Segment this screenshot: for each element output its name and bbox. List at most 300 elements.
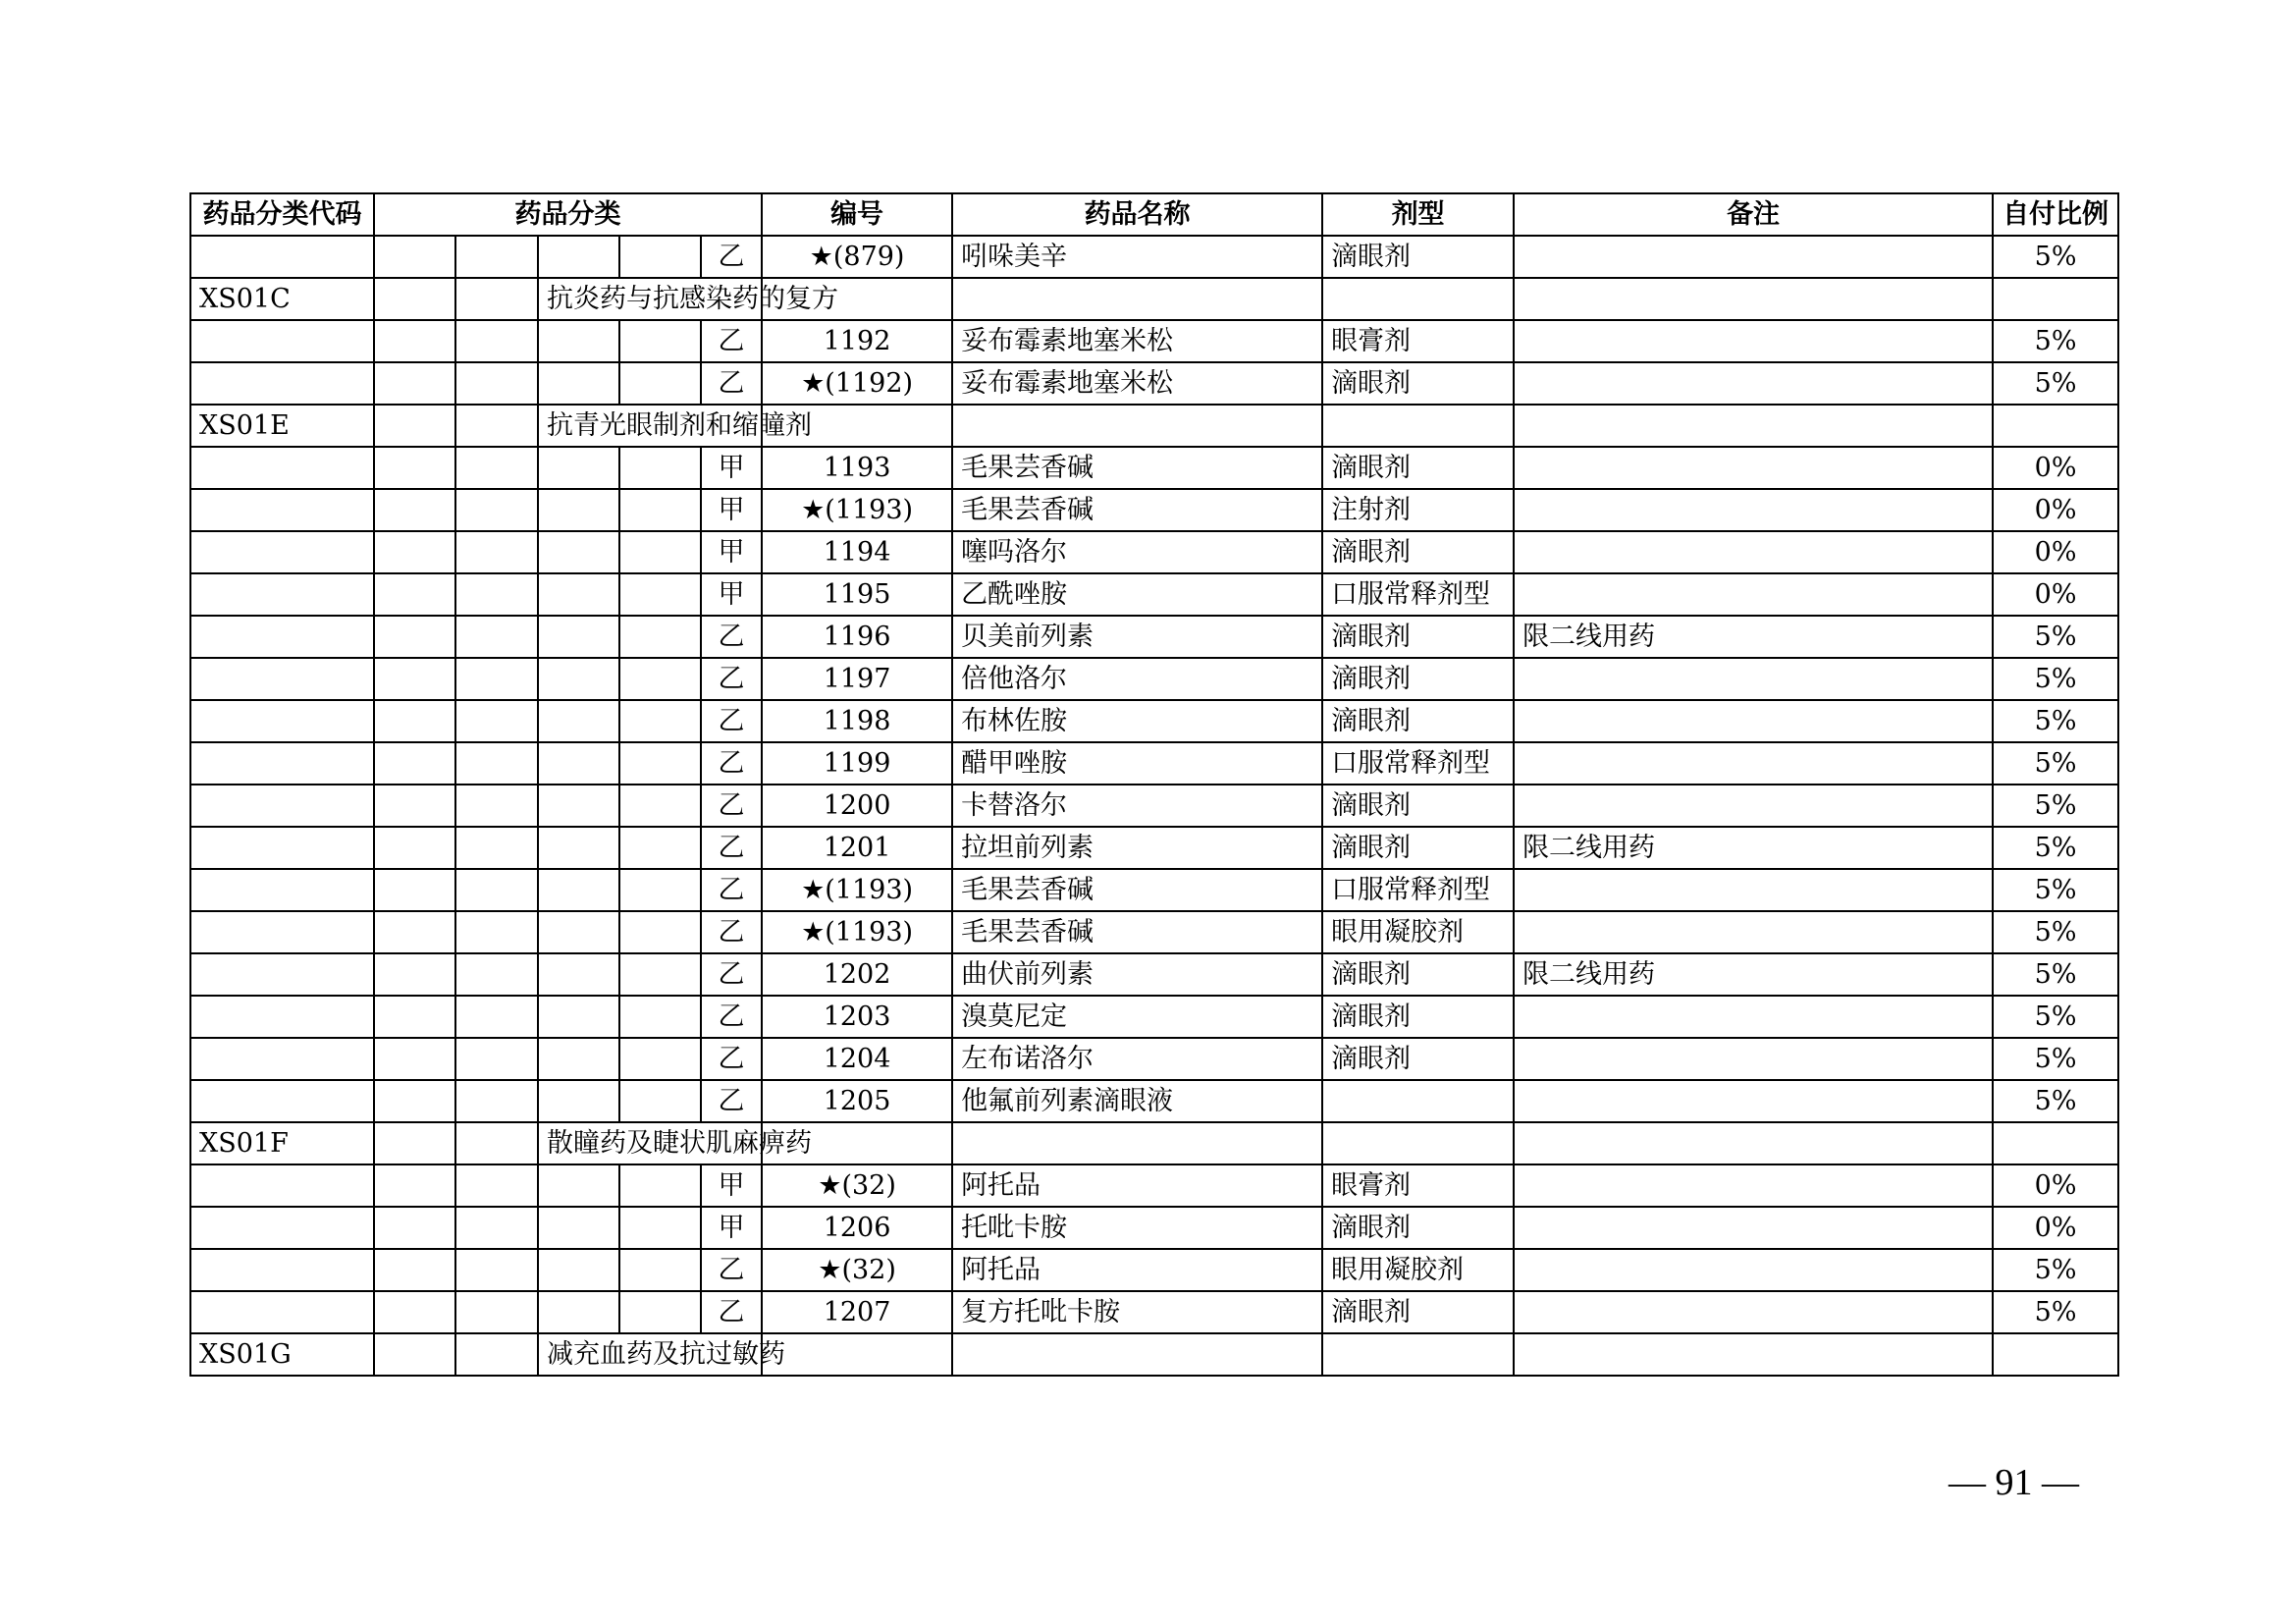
empty-cell [952,1122,1322,1164]
empty-cell [619,573,701,616]
empty-cell [538,1291,619,1333]
dosage-form-cell: 滴眼剂 [1322,658,1514,700]
category-label-cell: 抗炎药与抗感染药的复方 [538,278,762,320]
table-row [190,996,2118,1038]
grade-cell: 乙 [701,1038,762,1080]
table-row [190,953,2118,996]
empty-cell [190,616,374,658]
empty-cell [619,869,701,911]
drug-name-cell: 妥布霉素地塞米松 [952,362,1322,405]
remark-cell [1514,911,1993,953]
header-ratio: 自付比例 [1993,193,2118,236]
empty-cell [374,362,455,405]
empty-cell [619,827,701,869]
number-cell: ★(32) [762,1164,952,1207]
empty-cell [190,742,374,785]
empty-cell [538,869,619,911]
empty-cell [538,742,619,785]
drug-name-cell: 妥布霉素地塞米松 [952,320,1322,362]
grade-cell: 甲 [701,531,762,573]
dosage-form-cell: 滴眼剂 [1322,953,1514,996]
empty-cell [455,1207,538,1249]
ratio-cell: 0% [1993,573,2118,616]
number-cell: 1196 [762,616,952,658]
category-code-cell: XS01G [190,1333,374,1376]
ratio-cell: 0% [1993,1164,2118,1207]
ratio-cell: 5% [1993,658,2118,700]
remark-cell [1514,742,1993,785]
empty-cell [455,1164,538,1207]
category-code-cell: XS01E [190,405,374,447]
category-row [190,405,2118,447]
grade-cell: 乙 [701,996,762,1038]
number-cell: ★(879) [762,236,952,278]
empty-cell [538,658,619,700]
empty-cell [538,996,619,1038]
empty-cell [190,1080,374,1122]
empty-cell [374,827,455,869]
empty-cell [619,447,701,489]
empty-cell [455,236,538,278]
table-row [190,616,2118,658]
drug-name-cell: 毛果芸香碱 [952,489,1322,531]
drug-name-cell: 乙酰唑胺 [952,573,1322,616]
empty-cell [538,447,619,489]
empty-cell [619,1291,701,1333]
remark-cell [1514,996,1993,1038]
empty-cell [190,869,374,911]
empty-cell [455,1291,538,1333]
empty-cell [455,405,538,447]
dosage-form-cell: 滴眼剂 [1322,827,1514,869]
ratio-cell: 5% [1993,1080,2118,1122]
empty-cell [1514,405,1993,447]
grade-cell: 乙 [701,953,762,996]
category-label-cell: 减充血药及抗过敏药 [538,1333,762,1376]
number-cell: 1192 [762,320,952,362]
remark-cell [1514,1080,1993,1122]
empty-cell [455,278,538,320]
empty-cell [374,236,455,278]
empty-cell [374,700,455,742]
grade-cell: 乙 [701,911,762,953]
ratio-cell: 0% [1993,531,2118,573]
empty-cell [455,1038,538,1080]
empty-cell [538,953,619,996]
number-cell: ★(1193) [762,869,952,911]
dosage-form-cell: 注射剂 [1322,489,1514,531]
number-cell: ★(1193) [762,489,952,531]
drug-name-cell: 贝美前列素 [952,616,1322,658]
dosage-form-cell: 滴眼剂 [1322,996,1514,1038]
remark-cell [1514,447,1993,489]
table-row [190,911,2118,953]
empty-cell [190,362,374,405]
empty-cell [374,911,455,953]
empty-cell [455,869,538,911]
number-cell: ★(1193) [762,911,952,953]
table-row [190,1038,2118,1080]
empty-cell [1993,405,2118,447]
number-cell: 1201 [762,827,952,869]
empty-cell [190,827,374,869]
ratio-cell: 0% [1993,447,2118,489]
empty-cell [374,658,455,700]
empty-cell [619,785,701,827]
grade-cell: 乙 [701,1249,762,1291]
grade-cell: 乙 [701,785,762,827]
empty-cell [455,616,538,658]
table-row [190,1207,2118,1249]
number-cell: 1207 [762,1291,952,1333]
drug-name-cell: 倍他洛尔 [952,658,1322,700]
table-row [190,742,2118,785]
empty-cell [952,405,1322,447]
ratio-cell: 0% [1993,1207,2118,1249]
empty-cell [952,278,1322,320]
dosage-form-cell: 口服常释剂型 [1322,742,1514,785]
grade-cell: 乙 [701,658,762,700]
empty-cell [374,573,455,616]
empty-cell [762,1333,952,1376]
empty-cell [619,616,701,658]
empty-cell [538,1249,619,1291]
dosage-form-cell: 滴眼剂 [1322,1038,1514,1080]
dosage-form-cell: 滴眼剂 [1322,700,1514,742]
empty-cell [374,1249,455,1291]
empty-cell [374,742,455,785]
ratio-cell: 5% [1993,1249,2118,1291]
empty-cell [190,911,374,953]
drug-name-cell: 阿托品 [952,1164,1322,1207]
grade-cell: 乙 [701,236,762,278]
category-row [190,1122,2118,1164]
grade-cell: 甲 [701,489,762,531]
category-code-cell: XS01F [190,1122,374,1164]
empty-cell [374,278,455,320]
empty-cell [455,785,538,827]
category-row [190,278,2118,320]
empty-cell [619,1080,701,1122]
empty-cell [538,1038,619,1080]
header-category: 药品分类 [374,193,762,236]
dosage-form-cell: 滴眼剂 [1322,616,1514,658]
empty-cell [374,869,455,911]
remark-cell [1514,236,1993,278]
drug-name-cell: 噻吗洛尔 [952,531,1322,573]
number-cell: 1202 [762,953,952,996]
drug-name-cell: 左布诺洛尔 [952,1038,1322,1080]
remark-cell: 限二线用药 [1514,827,1993,869]
empty-cell [619,742,701,785]
empty-cell [190,447,374,489]
ratio-cell: 5% [1993,953,2118,996]
grade-cell: 乙 [701,700,762,742]
dosage-form-cell [1322,1080,1514,1122]
grade-cell: 乙 [701,742,762,785]
drug-name-cell: 阿托品 [952,1249,1322,1291]
number-cell: 1205 [762,1080,952,1122]
page-number: — 91 — [1949,1462,2079,1503]
empty-cell [190,658,374,700]
table-row [190,531,2118,573]
empty-cell [619,1038,701,1080]
empty-cell [538,616,619,658]
empty-cell [374,405,455,447]
drug-name-cell: 吲哚美辛 [952,236,1322,278]
empty-cell [1322,405,1514,447]
empty-cell [374,1291,455,1333]
empty-cell [190,1249,374,1291]
dosage-form-cell: 滴眼剂 [1322,362,1514,405]
dosage-form-cell: 滴眼剂 [1322,785,1514,827]
table-header-row [190,193,2118,236]
table-row [190,1291,2118,1333]
empty-cell [455,996,538,1038]
dosage-form-cell: 滴眼剂 [1322,236,1514,278]
empty-cell [190,700,374,742]
number-cell: 1198 [762,700,952,742]
header-number: 编号 [762,193,952,236]
empty-cell [1514,1333,1993,1376]
category-label-cell: 散瞳药及睫状肌麻痹药 [538,1122,762,1164]
empty-cell [190,320,374,362]
empty-cell [190,531,374,573]
remark-cell [1514,1164,1993,1207]
remark-cell [1514,320,1993,362]
empty-cell [374,531,455,573]
category-row [190,1333,2118,1376]
empty-cell [374,320,455,362]
grade-cell: 乙 [701,827,762,869]
dosage-form-cell: 眼膏剂 [1322,1164,1514,1207]
table-row [190,785,2118,827]
dosage-form-cell: 眼用凝胶剂 [1322,911,1514,953]
ratio-cell: 0% [1993,489,2118,531]
dosage-form-cell: 滴眼剂 [1322,447,1514,489]
ratio-cell: 5% [1993,1038,2118,1080]
ratio-cell: 5% [1993,362,2118,405]
empty-cell [455,1249,538,1291]
table-row [190,700,2118,742]
drug-list-table [189,192,2119,1377]
category-label-cell: 抗青光眼制剂和缩瞳剂 [538,405,762,447]
empty-cell [538,573,619,616]
ratio-cell: 5% [1993,869,2118,911]
empty-cell [374,447,455,489]
drug-name-cell: 卡替洛尔 [952,785,1322,827]
empty-cell [619,320,701,362]
empty-cell [190,573,374,616]
table-row [190,489,2118,531]
empty-cell [619,700,701,742]
empty-cell [455,911,538,953]
number-cell: ★(32) [762,1249,952,1291]
empty-cell [619,996,701,1038]
empty-cell [374,1164,455,1207]
number-cell: 1204 [762,1038,952,1080]
remark-cell [1514,658,1993,700]
empty-cell [374,1122,455,1164]
ratio-cell: 5% [1993,911,2118,953]
empty-cell [190,785,374,827]
header-name: 药品名称 [952,193,1322,236]
empty-cell [374,616,455,658]
remark-cell [1514,700,1993,742]
dosage-form-cell: 眼用凝胶剂 [1322,1249,1514,1291]
drug-name-cell: 醋甲唑胺 [952,742,1322,785]
grade-cell: 甲 [701,1164,762,1207]
drug-name-cell: 溴莫尼定 [952,996,1322,1038]
empty-cell [455,1333,538,1376]
header-code: 药品分类代码 [190,193,374,236]
empty-cell [538,827,619,869]
empty-cell [538,1164,619,1207]
empty-cell [455,573,538,616]
empty-cell [1514,278,1993,320]
number-cell: 1203 [762,996,952,1038]
empty-cell [619,953,701,996]
empty-cell [538,1080,619,1122]
ratio-cell: 5% [1993,616,2118,658]
empty-cell [619,1249,701,1291]
table-row [190,320,2118,362]
number-cell: 1206 [762,1207,952,1249]
empty-cell [455,742,538,785]
empty-cell [619,489,701,531]
empty-cell [1322,278,1514,320]
ratio-cell: 5% [1993,320,2118,362]
table-row [190,827,2118,869]
table-row [190,1249,2118,1291]
header-remark: 备注 [1514,193,1993,236]
empty-cell [455,953,538,996]
empty-cell [190,996,374,1038]
table-row [190,869,2118,911]
empty-cell [374,953,455,996]
dosage-form-cell: 滴眼剂 [1322,531,1514,573]
drug-name-cell: 他氟前列素滴眼液 [952,1080,1322,1122]
empty-cell [455,447,538,489]
drug-name-cell: 托吡卡胺 [952,1207,1322,1249]
remark-cell [1514,362,1993,405]
empty-cell [538,700,619,742]
number-cell: ★(1192) [762,362,952,405]
empty-cell [374,1333,455,1376]
empty-cell [190,1291,374,1333]
empty-cell [374,1207,455,1249]
empty-cell [190,953,374,996]
grade-cell: 乙 [701,616,762,658]
table-row [190,1164,2118,1207]
drug-name-cell: 毛果芸香碱 [952,911,1322,953]
remark-cell [1514,1207,1993,1249]
header-form: 剂型 [1322,193,1514,236]
empty-cell [374,996,455,1038]
grade-cell: 乙 [701,362,762,405]
empty-cell [619,531,701,573]
table-row [190,573,2118,616]
ratio-cell: 5% [1993,236,2118,278]
empty-cell [190,489,374,531]
drug-name-cell: 曲伏前列素 [952,953,1322,996]
table-row [190,658,2118,700]
empty-cell [1993,278,2118,320]
empty-cell [619,658,701,700]
empty-cell [538,785,619,827]
drug-name-cell: 复方托吡卡胺 [952,1291,1322,1333]
grade-cell: 甲 [701,573,762,616]
grade-cell: 乙 [701,869,762,911]
empty-cell [538,320,619,362]
empty-cell [455,1080,538,1122]
empty-cell [538,489,619,531]
empty-cell [374,785,455,827]
remark-cell [1514,785,1993,827]
grade-cell: 甲 [701,1207,762,1249]
remark-cell [1514,869,1993,911]
empty-cell [455,320,538,362]
ratio-cell: 5% [1993,1291,2118,1333]
ratio-cell: 5% [1993,996,2118,1038]
remark-cell [1514,573,1993,616]
number-cell: 1200 [762,785,952,827]
empty-cell [538,911,619,953]
dosage-form-cell: 眼膏剂 [1322,320,1514,362]
empty-cell [455,658,538,700]
remark-cell [1514,531,1993,573]
empty-cell [538,531,619,573]
grade-cell: 乙 [701,1291,762,1333]
empty-cell [374,1080,455,1122]
number-cell: 1197 [762,658,952,700]
number-cell: 1194 [762,531,952,573]
table-row [190,447,2118,489]
empty-cell [619,362,701,405]
grade-cell: 乙 [701,320,762,362]
empty-cell [1322,1122,1514,1164]
number-cell: 1199 [762,742,952,785]
empty-cell [1322,1333,1514,1376]
dosage-form-cell: 口服常释剂型 [1322,869,1514,911]
empty-cell [455,1122,538,1164]
empty-cell [374,1038,455,1080]
table-row [190,362,2118,405]
empty-cell [538,236,619,278]
empty-cell [455,489,538,531]
drug-name-cell: 布林佐胺 [952,700,1322,742]
drug-name-cell: 毛果芸香碱 [952,447,1322,489]
empty-cell [455,362,538,405]
remark-cell: 限二线用药 [1514,616,1993,658]
category-code-cell: XS01C [190,278,374,320]
empty-cell [1993,1333,2118,1376]
empty-cell [619,911,701,953]
empty-cell [190,236,374,278]
empty-cell [952,1333,1322,1376]
empty-cell [1993,1122,2118,1164]
drug-name-cell: 拉坦前列素 [952,827,1322,869]
ratio-cell: 5% [1993,700,2118,742]
number-cell: 1193 [762,447,952,489]
empty-cell [538,1207,619,1249]
remark-cell: 限二线用药 [1514,953,1993,996]
empty-cell [455,531,538,573]
empty-cell [1514,1122,1993,1164]
table-row [190,1080,2118,1122]
dosage-form-cell: 口服常释剂型 [1322,573,1514,616]
empty-cell [190,1207,374,1249]
